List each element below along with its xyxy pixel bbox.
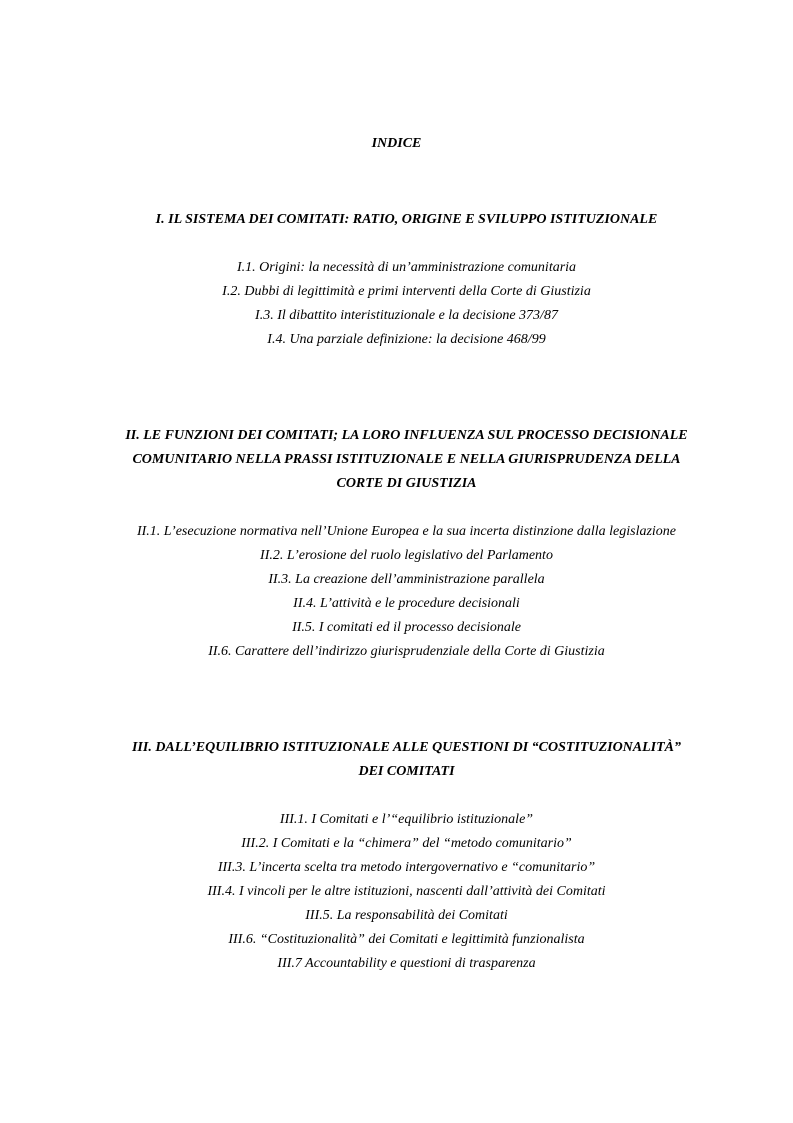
toc-item: I.3. Il dibattito interistituzionale e la decisione 373/87 (255, 308, 558, 323)
toc-item: III.2. I Comitati e la “chimera” del “metodo comunitario” (241, 836, 572, 851)
toc-item: III.7 Accountability e questioni di trasparenza (277, 956, 536, 971)
toc-item: II.3. La creazione dell’amministrazione parallela (268, 572, 545, 587)
section-3 (120, 736, 693, 976)
page-title: INDICE (371, 136, 422, 151)
toc-item: I.2. Dubbi di legittimità e primi interventi della Corte di Giustizia (222, 284, 591, 299)
section-3-items (120, 808, 693, 976)
section-2-items (120, 520, 693, 664)
toc-item: III.3. L’incerta scelta tra metodo intergovernativo e “comunitario” (217, 860, 596, 875)
toc-item: II.2. L’erosione del ruolo legislativo del Parlamento (260, 548, 553, 563)
toc-item: II.5. I comitati ed il processo decisionale (292, 620, 521, 635)
section-1-items (120, 256, 693, 352)
toc-item: III.6. “Costituzionalità” dei Comitati e legittimità funzionalista (228, 932, 585, 947)
toc-item: I.4. Una parziale definizione: la decisione 468/99 (267, 332, 546, 347)
section-1 (120, 208, 693, 352)
toc-item: II.4. L’attività e le procedure decisionali (293, 596, 520, 611)
section-3-heading: III. DALL’EQUILIBRIO ISTITUZIONALE ALLE QUESTIONI DI “COSTITUZIONALITÀ” DEI COMITATI (131, 740, 682, 779)
toc-item: I.1. Origini: la necessità di un’amministrazione comunitaria (236, 260, 577, 275)
toc-item: III.5. La responsabilità dei Comitati (305, 908, 508, 923)
toc-item: III.1. I Comitati e l’“equilibrio istituzionale” (279, 812, 534, 827)
toc-item: II.1. L’esecuzione normativa nell’Unione Europea e la sua incerta distinzione dalla legislazione (136, 524, 677, 539)
section-2-heading: II. LE FUNZIONI DEI COMITATI; LA LORO INFLUENZA SUL PROCESSO DECISIONALE COMUNITARIO NELLA PRASSI ISTITUZIONALE E NELLA GIURISPRUDENZA DELLA CORTE DI GIUSTIZIA (125, 428, 688, 491)
toc-item: II.6. Carattere dell’indirizzo giurisprudenziale della Corte di Giustizia (208, 644, 605, 659)
toc-item: III.4. I vincoli per le altre istituzioni, nascenti dall’attività dei Comitati (207, 884, 606, 899)
section-2 (120, 424, 693, 664)
section-1-heading: I. IL SISTEMA DEI COMITATI: RATIO, ORIGINE E SVILUPPO ISTITUZIONALE (155, 212, 658, 227)
